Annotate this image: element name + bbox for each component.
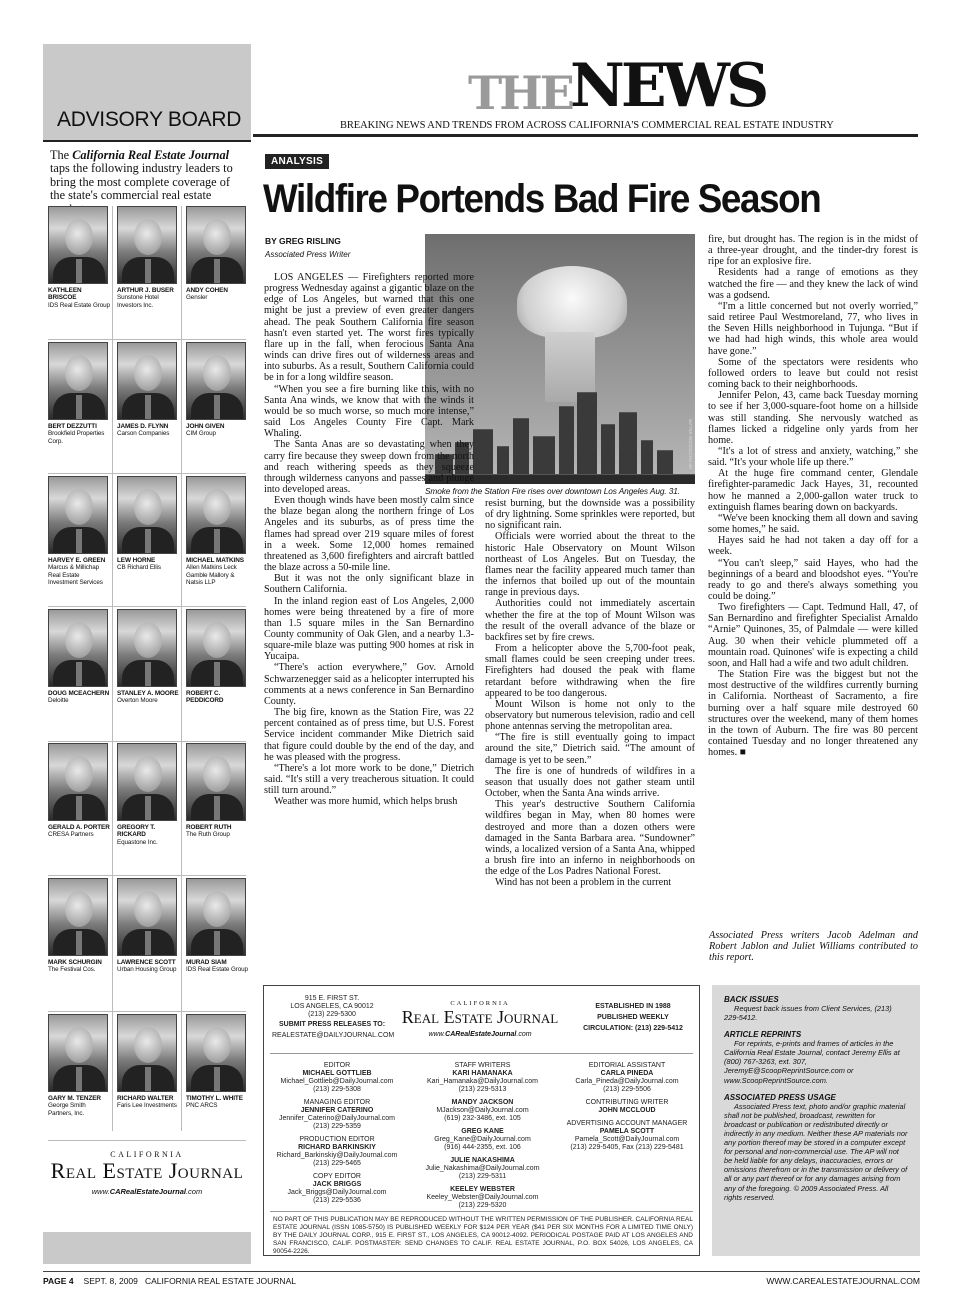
staff-contact: Julie_Nakashima@DailyJournal.com: [425, 1165, 540, 1172]
grid-divider: [48, 473, 246, 474]
article-paragraph: In the inland region east of Los Angeles, 2,000 homes were being threatened by a fire of more than 1.5 square miles in the San Bernardino County community of Oak Glen, and a nearby 1.3-square-mile blaze was putting 900 homes at risk in Yucaipa.: [264, 595, 474, 663]
staff-entry: [272, 1173, 402, 1205]
staff-entry: [415, 1062, 550, 1094]
staff-role: ADVERTISING ACCOUNT MANAGER: [566, 1120, 688, 1127]
article-paragraph: This year's destructive Southern California wildfires began in May, when 80 homes were destroyed and more than a dozen others were damaged in the Santa Barbara area. “Sundowner” winds, a localized version of a Santa Ana, whipped a brush fire into an inferno in neighborhoods on the edge of the Los Padres National Forest.: [485, 799, 695, 878]
member-name: GERALD A. PORTER: [48, 824, 110, 831]
member-name: GARY M. TENZER: [48, 1095, 101, 1102]
member-portrait: [186, 476, 246, 554]
advisory-member: [186, 1014, 248, 1110]
article-paragraph: fire, but drought has. The region is in the midst of a three-year drought, and the tinder-dry forest is ripe for an explosive fire.: [708, 234, 918, 268]
member-name: DOUG MCEACHERN: [48, 690, 110, 697]
staff-contact: (213) 229-5405, Fax (213) 229-5481: [570, 1144, 684, 1151]
staff-name: MICHAEL GOTTLIEB: [302, 1070, 372, 1077]
advisory-member: [186, 342, 248, 438]
info-text: Associated Press text, photo and/or graphic material shall not be published, broadcast, rewritten for broadcast or publication or redistributed directly or indirectly in any medium. Neither these AP materials nor any portion thereof may be stored in a computer except for personal and non-commercial use. The AP will not be held liable for any delays, inaccuracies, errors or omissions therefrom or in the transmission or delivery of all or any part thereof or for any damages arising from any of the foregoing. © 2009 Associated Press. All rights reserved.: [724, 1101, 908, 1202]
article-paragraph: Mount Wilson is home not only to the observatory but numerous television, radio and cell phone antennas serving the metropolitan area.: [485, 698, 695, 733]
staff-name: JACK BRIGGS: [312, 1181, 362, 1188]
info-text: For reprints, e-prints and frames of articles in the California Real Estate Journal, contact Jeremy Ellis at (800) 767-3263, ext. 307, JeremyE@ScoopReprintSource.com or www.ScoopReprintSource.com.: [724, 1039, 900, 1085]
advisory-board-header: [43, 44, 251, 142]
member-company: Marcus & Millichap Real Estate Investment Services: [48, 564, 103, 586]
staff-name: MANDY JACKSON: [451, 1099, 514, 1106]
staff-role: CONTRIBUTING WRITER: [585, 1099, 669, 1106]
member-name: JOHN GIVEN: [186, 423, 225, 430]
masthead-rule: [253, 134, 918, 137]
staff-name: JULIE NAKASHIMA: [450, 1157, 515, 1164]
staff-contact: (213) 229-5308: [313, 1086, 361, 1093]
member-portrait: [186, 878, 246, 956]
info-heading: BACK ISSUES: [724, 995, 779, 1004]
article-paragraph: The Santa Anas are so devastating when they carry fire because they sweep down from the north and reach withering speeds as they squeeze through wilderness canyons and passes and plunge into developed areas.: [264, 439, 474, 495]
advisory-member: [48, 609, 110, 705]
article-paragraph: The big fire, known as the Station Fire, was 22 percent contained as of press time, but U.S. Forest Service incident commander Mike Dietrich said that figure could double by the end of the day, and he was pleased with the progress.: [264, 707, 474, 763]
staff-entry: [558, 1062, 696, 1094]
member-company: Equastone Inc.: [117, 838, 158, 846]
staff-entry: [272, 1062, 402, 1094]
advisory-member: [48, 743, 110, 839]
staff-contact: MJackson@DailyJournal.com: [436, 1107, 529, 1114]
member-company: Gensler: [186, 294, 208, 302]
logo-big-text: Real Estate Journal: [50, 1158, 244, 1183]
staff-contact: (213) 229-5536: [313, 1197, 361, 1204]
advisory-member: [186, 878, 248, 974]
article-paragraph: “It's a lot of stress and anxiety, watching,” she said. “It's your whole life up there.”: [708, 445, 918, 469]
article-paragraph: Weather was more humid, which helps brush: [274, 796, 458, 808]
member-company: The Festival Cos.: [48, 966, 96, 974]
intro-text-pre: The: [50, 148, 73, 162]
article-paragraph: The fire is one of hundreds of wildfires in a season that usually does not gather steam until October, when the Santa Ana winds arrive.: [485, 765, 695, 800]
logo-small-text: CALIFORNIA: [110, 1150, 184, 1159]
grid-divider: [48, 339, 246, 340]
headline: Wildfire Portends Bad Fire Season: [263, 177, 821, 221]
article-paragraph: “I'm a little concerned but not overly worried,” said retiree Paul Westmoreland, 77, who lives in the Seven Hills neighborhood in Tujunga. “But if we had had high winds, this whole area would have gone.”: [708, 300, 918, 357]
article-paragraph: “There's a lot more work to be done,” Dietrich said. “It's still a very treacherous situation. It could still turn around.”: [264, 762, 474, 797]
building: [559, 406, 574, 484]
member-portrait: [186, 743, 246, 821]
staff-logo-url[interactable]: www.CARealEstateJournal.com: [428, 1031, 532, 1038]
member-name: ROBERT RUTH: [186, 824, 232, 831]
member-portrait: [48, 476, 108, 554]
advisory-member: [117, 743, 179, 846]
article-paragraph: LOS ANGELES — Firefighters reported more progress Wednesday against a gigantic blaze on the edge of Los Angeles, but warned that this one might be just a preview of even greater dangers ahead. The peak Southern California fire season hasn't even started yet. The worst fires typically flare up in the fall, when ferocious Santa Ana winds can drive fires out of wilderness areas and into suburbs. As a result, Southern California could be in for a long wildfire season.: [264, 272, 474, 384]
photo-caption: Smoke from the Station Fire rises over downtown Los Angeles Aug. 31.: [425, 486, 680, 496]
grid-divider: [112, 206, 113, 1131]
publication-info: ESTABLISHED IN 1988 PUBLISHED WEEKLY CIRCULATION: (213) 229-5412: [583, 1003, 683, 1032]
staff-contact: (213) 229-5506: [603, 1086, 651, 1093]
advisory-member: [117, 1014, 179, 1110]
member-name: STANLEY A. MOORE: [117, 690, 179, 697]
advisory-member: [186, 206, 248, 302]
grid-divider: [48, 741, 246, 742]
member-portrait: [48, 342, 108, 420]
grid-divider: [181, 206, 182, 1131]
member-company: Sunstone Hotel Investors Inc.: [117, 294, 159, 309]
member-portrait: [48, 1014, 108, 1092]
submit-label: SUBMIT PRESS RELEASES TO:: [278, 1021, 386, 1028]
member-company: CRESA Partners: [48, 831, 94, 839]
staff-name: GREG KANE: [461, 1128, 504, 1135]
advisory-member: [117, 206, 179, 309]
member-name: GREGORY T. RICKARD: [117, 824, 156, 839]
article-paragraph: Officials were worried about the threat to the historic Hale Observatory on Mount Wilson northeast of Los Angeles. But on Tuesday, the flames near the facility appeared much tamer than the infernos that boiled up out of the mountain range in previous days.: [485, 531, 695, 599]
staff-role: PRODUCTION EDITOR: [299, 1136, 375, 1143]
member-portrait: [117, 609, 177, 687]
issue-date: SEPT. 8, 2009: [83, 1276, 138, 1286]
staff-contact: (213) 229-5311: [458, 1173, 507, 1180]
article-paragraph: “You can't sleep,” said Hayes, who had the beginnings of a beard and bloodshot eyes. “You're ready to go and there's always something you could be doing.”: [708, 557, 918, 602]
member-name: ANDY COHEN: [186, 287, 228, 294]
article-column-2: [485, 498, 695, 968]
member-portrait: [186, 609, 246, 687]
member-portrait: [186, 342, 246, 420]
staff-name: KEELEY WEBSTER: [450, 1186, 515, 1193]
article-paragraph: “The fire is still eventually going to impact around the site,” Dietrich said. “The amount of damage is yet to be seen.”: [485, 732, 695, 766]
article-paragraph: “We've been knocking them all down and saving some homes,” he said.: [708, 512, 918, 536]
staff-contact: Carla_Pineda@DailyJournal.com: [575, 1078, 679, 1085]
member-portrait: [117, 476, 177, 554]
staff-entry: [415, 1128, 550, 1152]
sidebar-journal-logo: [48, 1150, 246, 1196]
staff-contact: Michael_Gottlieb@DailyJournal.com: [280, 1078, 394, 1085]
member-name: MICHAEL MATKINS: [186, 557, 244, 564]
grid-divider: [48, 1140, 246, 1141]
staff-contact: Jennifer_Caterino@DailyJournal.com: [278, 1115, 396, 1122]
advisory-member: [117, 609, 179, 705]
masthead-news: NEWS: [570, 51, 766, 121]
member-portrait: [48, 206, 108, 284]
address-block: 915 E. FIRST ST. LOS ANGELES, CA 90012 (213) 229-5300 SUBMIT PRESS RELEASES TO: REALESTATE@DAILYJOURNAL.COM: [272, 995, 395, 1039]
staff-entry: [558, 1120, 696, 1152]
staff-column-editors: [272, 1062, 402, 1210]
staff-role: STAFF WRITERS: [454, 1062, 511, 1069]
staff-entry: [272, 1099, 402, 1131]
article-paragraph: Even though winds have been mostly calm since the blaze began along the northern fringe of Los Angeles and its suburbs, as of press time the flames had spread over 219 square miles of forest in a week. Some 12,000 homes remained threatened as 3,600 firefighters and aircraft battled the blaze across a 50-mile line.: [264, 495, 474, 574]
member-portrait: [48, 609, 108, 687]
masthead-the: THE: [468, 66, 572, 120]
advisory-board-title: ADVISORY BOARD: [57, 108, 242, 131]
article-column-3: [708, 234, 918, 968]
article-paragraph: resist burning, but the downside was a possibility of dry lightning. Some sprinkles were reported, but no significant rain.: [485, 498, 695, 532]
member-name: JAMES D. FLYNN: [117, 423, 169, 430]
staff-entry: [415, 1157, 550, 1181]
submit-email[interactable]: REALESTATE@DAILYJOURNAL.COM: [272, 1032, 395, 1039]
intro-publication: California Real Estate Journal: [72, 148, 230, 162]
member-company: George Smith Partners, Inc.: [48, 1102, 86, 1117]
byline-title: Associated Press Writer: [265, 250, 351, 259]
staff-entry: [415, 1186, 550, 1210]
staff-contact: (619) 232-3486, ext. 105: [444, 1115, 521, 1122]
staff-contact: (213) 229-5313: [458, 1086, 507, 1093]
article-paragraph: Some of the spectators were residents who followed orders to leave but could not resist coming back to their neighborhoods.: [708, 356, 918, 391]
advisory-member: [186, 743, 248, 839]
staff-role: EDITORIAL ASSISTANT: [588, 1062, 666, 1069]
member-company: Deloitte: [48, 697, 69, 705]
staff-contact: (916) 444-2355, ext. 106: [444, 1144, 521, 1151]
section-label: ANALYSIS: [265, 154, 329, 169]
staff-contact: Keeley_Webster@DailyJournal.com: [426, 1194, 539, 1201]
staff-journal-logo: CALIFORNIA Real Estate Journal www.CARealEstateJournal.com: [395, 1000, 565, 1038]
member-portrait: [117, 342, 177, 420]
member-name: HARVEY E. GREEN: [48, 557, 106, 564]
staff-contact: Kari_Hamanaka@DailyJournal.com: [427, 1078, 538, 1085]
advisory-member: [48, 878, 110, 974]
photo-credit: AP PHOTO/JON VILLAR: [688, 419, 693, 470]
article-paragraph: Wind has not been a problem in the current: [495, 877, 672, 889]
member-portrait: [117, 878, 177, 956]
sidebar-footer-band: [43, 1232, 251, 1264]
staff-entry: [558, 1099, 696, 1115]
info-heading: ASSOCIATED PRESS USAGE: [724, 1092, 836, 1102]
footer-url[interactable]: WWW.CAREALESTATEJOURNAL.COM: [766, 1276, 920, 1286]
member-company: Allen Matkins Leck Gamble Mallory & Natsis LLP: [186, 564, 237, 586]
staff-name: CARLA PINEDA: [600, 1070, 654, 1077]
member-name: MURAD SIAM: [186, 959, 227, 966]
staff-role: MANAGING EDITOR: [303, 1099, 371, 1106]
staff-divider: [270, 1053, 693, 1054]
staff-name: RICHARD BARKINSKIY: [298, 1144, 376, 1151]
intro-text-post: taps the following industry leaders to bring the most complete coverage of the state's commercial real estate: [50, 161, 233, 203]
article-paragraph: Jennifer Pelon, 43, came back Tuesday morning to see if her 3,000-square-foot home on a hillside was still standing. She nervously watched as flames licked a ridgeline only yards from her home.: [708, 390, 918, 446]
staff-role: EDITOR: [323, 1062, 351, 1069]
article-paragraph: “There's action everywhere,” Gov. Arnold Schwarzenegger said as a helicopter interrupted his comments at a news conference in San Bernardino County.: [264, 662, 474, 707]
legal-notice: NO PART OF THIS PUBLICATION MAY BE REPRODUCED WITHOUT THE WRITTEN PERMISSION OF THE PUBLISHER. CALIFORNIA REAL ESTATE JOURNAL (ISSN 1085-5750) IS PUBLISHED WEEKLY FOR $124 PER YEAR ($41 PER SIX MONTHS FOR A LIMITED TIME ONLY) BY THE DAILY JOURNAL CORP., 915 E. FIRST ST., LOS ANGELES, CA 90012-4092. PERIODICAL POSTAGE PAID AT LOS ANGELES AND SAN FRANCISCO, CALIF. POSTMASTER: SEND CHANGES TO CALIF. REAL ESTATE JOURNAL, P.O. BOX 54026, LOS ANGELES, CA 90054-2226.: [273, 1216, 693, 1256]
member-company: PNC ARCS: [186, 1102, 218, 1110]
staff-contact: Greg_Kane@DailyJournal.com: [434, 1136, 531, 1143]
contributors-note: Associated Press writers Jacob Adelman and Robert Jablon and Juliet Williams contributed to this report.: [709, 930, 918, 964]
staff-entry: [272, 1136, 402, 1168]
member-portrait: [117, 1014, 177, 1092]
member-portrait: [117, 206, 177, 284]
advisory-member: [48, 206, 110, 309]
staff-column-other: [558, 1062, 696, 1157]
info-box: [712, 985, 920, 1256]
article-paragraph: Authorities could not immediately ascertain whether the fire at the top of Mount Wilson was the result of the overall advance of the blaze or backfires set by fire crews.: [485, 598, 695, 643]
member-portrait: [186, 1014, 246, 1092]
member-company: The Ruth Group: [186, 831, 230, 839]
advisory-member: [186, 609, 248, 705]
advisory-member: [48, 1014, 110, 1117]
staff-name: JOHN MCCLOUD: [598, 1107, 656, 1114]
member-name: LAWRENCE SCOTT: [117, 959, 176, 966]
member-name: ARTHUR J. BUSER: [117, 287, 174, 294]
advisory-member: [186, 476, 248, 586]
member-portrait: [48, 878, 108, 956]
member-company: CB Richard Ellis: [117, 564, 161, 572]
staff-name: JENNIFER CATERINO: [300, 1107, 374, 1114]
info-heading: ARTICLE REPRINTS: [724, 1030, 802, 1040]
staff-contact: (213) 229-5359: [313, 1123, 361, 1130]
member-portrait: [48, 743, 108, 821]
advisory-member: [117, 342, 179, 438]
member-portrait: [186, 206, 246, 284]
staff-entry: [415, 1099, 550, 1123]
staff-column-writers: [415, 1062, 550, 1215]
advisory-member: [48, 342, 110, 445]
member-name: BERT DEZZUTTI: [48, 423, 97, 430]
staff-contact: (213) 229-5320: [458, 1202, 507, 1209]
staff-contact: Richard_Barkinskiy@DailyJournal.com: [276, 1152, 398, 1159]
article-paragraph: Hayes said he had not taken a day off for a week.: [708, 535, 918, 558]
publication-name: CALIFORNIA REAL ESTATE JOURNAL: [144, 1276, 296, 1286]
page-footer: [43, 1271, 920, 1287]
member-company: IDS Real Estate Group: [186, 966, 248, 974]
grid-divider: [48, 606, 246, 607]
staff-divider: [270, 1211, 693, 1212]
advisory-member: [117, 476, 179, 572]
article-paragraph: The Station Fire was the biggest but not the most destructive of the wildfires currently burning in California. Northeast of Sacramento, a fire burning over a half square mile destroyed 60 structures over the weekend, many of them homes in the town of Auburn. The fire was 80 percent contained Tuesday and no longer threatened any homes. ■: [708, 669, 918, 759]
advisory-member: [117, 878, 179, 974]
masthead-tagline: BREAKING NEWS AND TRENDS FROM ACROSS CALIFORNIA'S COMMERCIAL REAL ESTATE INDUSTRY: [340, 120, 834, 131]
staff-contact: Pamela_Scott@DailyJournal.com: [574, 1136, 680, 1143]
member-company: Carson Companies: [117, 430, 170, 438]
member-name: KATHLEEN BRISCOE: [48, 287, 82, 302]
info-text: Request back issues from Client Services, (213) 229-5412.: [724, 1004, 892, 1023]
member-company: Brookfield Properties Corp.: [48, 430, 105, 445]
member-portrait: [117, 743, 177, 821]
article-paragraph: From a helicopter above the 5,700-foot peak, small flames could be seen creeping under trees. Firefighters had doused the peak with flame retardant before withdrawing when the fire appeared to be too dangerous.: [485, 643, 695, 699]
smoke-cloud: [517, 266, 627, 338]
member-name: TIMOTHY L. WHITE: [186, 1095, 243, 1102]
article-paragraph: “When you see a fire burning like this, with no Santa Ana winds, we know that with the winds it would be so much worse, so much more intense,” said Los Angeles County Fire Capt. Mark Whaling.: [264, 383, 474, 440]
member-company: Overton Moore: [117, 697, 158, 705]
article-paragraph: Two firefighters — Capt. Tedmund Hall, 47, of San Bernardino and firefighter Specialist Arnaldo “Arnie” Quinones, 35, of Palmdale — were killed Aug. 30 when their vehicle plummeted off a mountain road. Quinones' wife is expecting a child soon, and Hall had a wife and two adult children.: [708, 602, 918, 669]
member-name: MARK SCHURGIN: [48, 959, 102, 966]
article-paragraph: But it was not the only significant blaze in Southern California.: [264, 573, 474, 596]
member-name: RICHARD WALTER: [117, 1095, 174, 1102]
building: [577, 392, 597, 484]
article-paragraph: At the huge fire command center, Glendale firefighter-paramedic Jack Hayes, 31, recounted how he manned a 2,000-gallon water truck to extinguish flames bearing down on backyards.: [708, 468, 918, 513]
member-company: CIM Group: [186, 430, 216, 438]
staff-contact: Jack_Briggs@DailyJournal.com: [287, 1189, 387, 1196]
member-name: ROBERT C. PEDDICORD: [186, 690, 224, 705]
member-name: LEW HORNE: [117, 557, 156, 564]
byline: BY GREG RISLING: [265, 236, 341, 246]
staff-contact: (213) 229-5465: [313, 1160, 361, 1167]
staff-name: PAMELA SCOTT: [599, 1128, 655, 1135]
advisory-member: [48, 476, 110, 586]
member-company: Faris Lee Investments: [117, 1102, 177, 1110]
member-company: IDS Real Estate Group: [48, 301, 110, 309]
grid-divider: [48, 875, 246, 876]
member-company: Urban Housing Group: [117, 966, 177, 974]
staff-role: COPY EDITOR: [313, 1173, 361, 1180]
article-column-1: [264, 272, 474, 968]
logo-url[interactable]: www.CARealEstateJournal.com: [91, 1187, 203, 1196]
page-number: PAGE 4: [43, 1276, 74, 1286]
grid-divider: [48, 1011, 246, 1012]
staff-name: KARI HAMANAKA: [452, 1070, 513, 1077]
article-paragraph: Residents had a range of emotions as they watched the fire — and they knew the lack of wind was a godsend.: [708, 267, 918, 301]
